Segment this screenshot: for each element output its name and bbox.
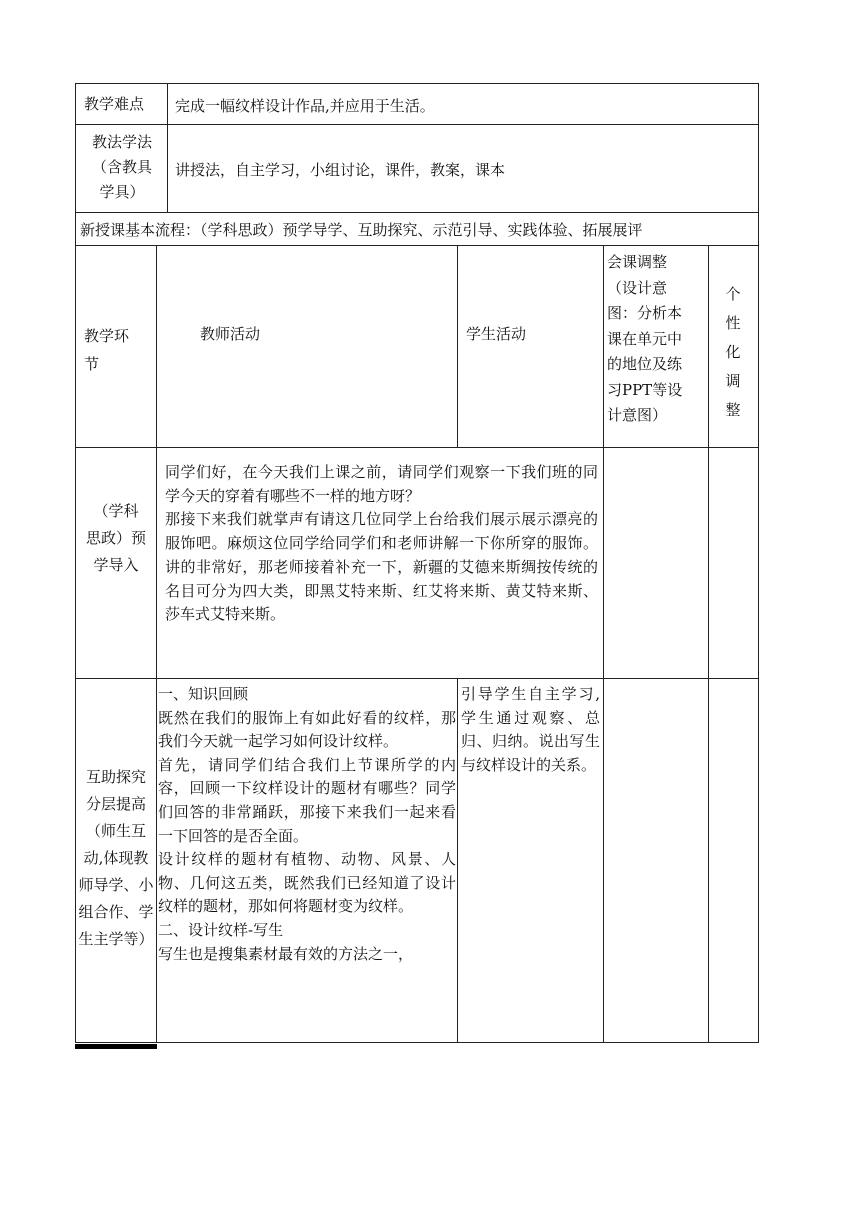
teacher-activity-explore: 一、知识回顾 既然在我们的服饰上有如此好看的纹样，那我们今天就一起学习如何设计纹样。 首先，请同学们结合我们上节课所学的内容，回顾一下纹样设计的题材有哪些？同学们回答的非常踊跃，那接下来我们一起来看一下回答的是否全面。 设计纹样的题材有植物、动物、风景、人物、几何这五类，既然我们已经知道了设计纹样的题材，那如何将题材变为纹样。 二、设计纹样-写生 写生也是搜集素材最有效的方法之一，	[158, 685, 456, 963]
row-divider	[75, 245, 759, 246]
methods-label: 教法学法 （含教具 学具）	[91, 133, 152, 201]
header-personal: 个 性 化 调 整	[725, 285, 741, 419]
col-divider	[167, 83, 168, 212]
lesson-flow: 新授课基本流程：（学科思政）预学导学、互助探究、示范引导、实践体验、拓展展评	[80, 221, 643, 239]
header-stage: 教学环 节	[84, 327, 130, 373]
table-border-right	[758, 83, 759, 1043]
stage-preview: （学科 思政）预 学导入	[85, 502, 146, 574]
header-adjust: 会课调整 （设计意 图：分析本 课在单元中 的地位及练 习PPT等设 计意图）	[607, 253, 683, 424]
difficulty-label: 教学难点	[84, 95, 145, 113]
col-divider	[603, 245, 604, 1043]
header-teacher: 教师活动	[200, 325, 261, 343]
table-border-bottom	[75, 1042, 759, 1043]
difficulty-value: 完成一幅纹样设计作品,并应用于生活。	[175, 97, 435, 115]
row-divider	[75, 678, 759, 679]
col-divider	[156, 245, 157, 1043]
methods-value: 讲授法，自主学习，小组讨论，课件，教案，课本	[175, 161, 506, 179]
student-activity-explore: 引导学生自主学习,学生通过观察、总归、归纳。说出写生与纹样设计的关系。	[461, 685, 600, 774]
teacher-activity-intro: 同学们好，在今天我们上课之前，请同学们观察一下我们班的同学今天的穿着有哪些不一样的地方呀？ 那接下来我们就掌声有请这几位同学上台给我们展示展示漂亮的服饰吧。麻烦这位同学给同学们和老师讲解一下你所穿的服饰。讲的非常好，那老师接着补充一下，新疆的艾德来斯绸按传统的名目可分为四大类，即黑艾特来斯、红艾将来斯、黄艾特来斯、莎车式艾特来斯。	[165, 463, 598, 624]
footer-bar	[75, 1044, 157, 1049]
stage-explore: 互助探究 分层提高 （师生互 动,体现教 师导学、小 组合作、学 生主学等）	[78, 768, 154, 948]
row-divider	[75, 124, 759, 125]
header-student: 学生活动	[466, 325, 527, 343]
row-divider	[75, 447, 759, 448]
col-divider	[457, 245, 458, 447]
row-divider	[75, 212, 759, 213]
table-border-top	[75, 83, 759, 84]
col-divider	[457, 678, 458, 1043]
